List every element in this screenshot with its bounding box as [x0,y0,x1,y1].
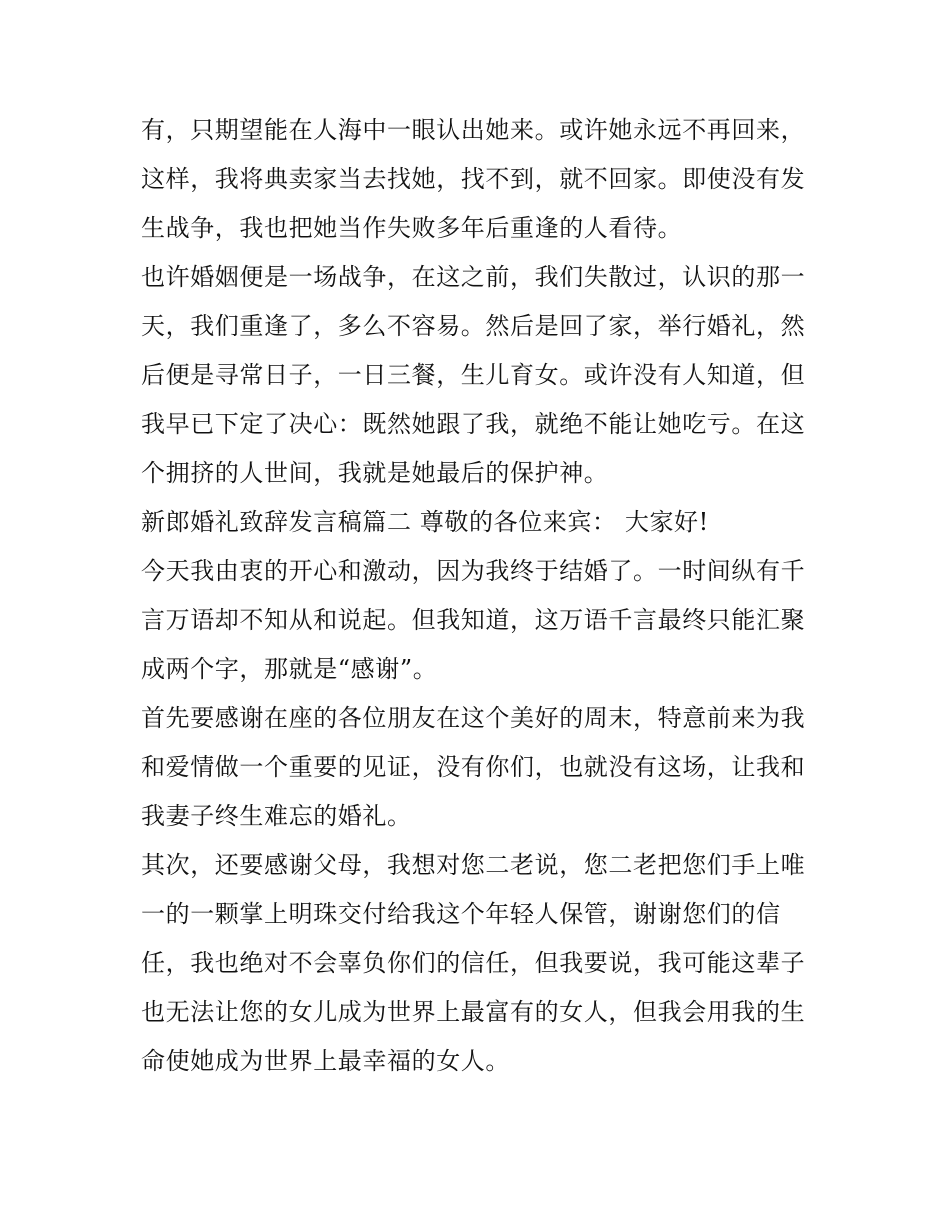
text-line: 今天我由衷的开心和激动，因为我终于结婚了。一时间纵有千 [141,557,806,585]
text-line: 后便是寻常日子，一日三餐，生儿育女。或许没有人知道，但 [141,361,806,389]
text-line: 一的一颗掌上明珠交付给我这个年轻人保管，谢谢您们的信 [141,900,781,928]
text-line: 言万语却不知从和说起。但我知道，这万语千言最终只能汇聚 [141,606,806,634]
text-line: 这样，我将典卖家当去找她，找不到，就不回家。即使没有发 [141,165,806,193]
text-line: 也许婚姻便是一场战争，在这之前，我们失散过，认识的那一 [141,263,806,291]
text-line: 我早已下定了决心：既然她跟了我，就绝不能让她吃亏。在这 [141,410,806,438]
text-line: 首先要感谢在座的各位朋友在这个美好的周末，特意前来为我 [141,704,806,732]
text-line: 天，我们重逢了，多么不容易。然后是回了家，举行婚礼，然 [141,312,806,340]
text-line: 有，只期望能在人海中一眼认出她来。或许她永远不再回来， [141,116,806,144]
text-line: 也无法让您的女儿成为世界上最富有的女人，但我会用我的生 [141,998,806,1026]
text-line: 我妻子终生难忘的婚礼。 [141,802,412,830]
text-line: 其次，还要感谢父母，我想对您二老说，您二老把您们手上唯 [141,851,806,879]
text-line: 生战争，我也把她当作失败多年后重逢的人看待。 [141,214,683,242]
text-line: 和爱情做一个重要的见证，没有你们，也就没有这场，让我和 [141,753,806,781]
text-line: 成两个字，那就是“感谢”。 [141,655,438,683]
text-line: 命使她成为世界上最幸福的女人。 [141,1047,510,1075]
text-line: 任，我也绝对不会辜负你们的信任，但我要说，我可能这辈子 [141,949,806,977]
text-line: 个拥挤的人世间，我就是她最后的保护神。 [141,459,609,487]
document-body [141,106,821,1086]
section-heading-line: 新郎婚礼致辞发言稿篇二 尊敬的各位来宾： 大家好! [141,508,709,536]
